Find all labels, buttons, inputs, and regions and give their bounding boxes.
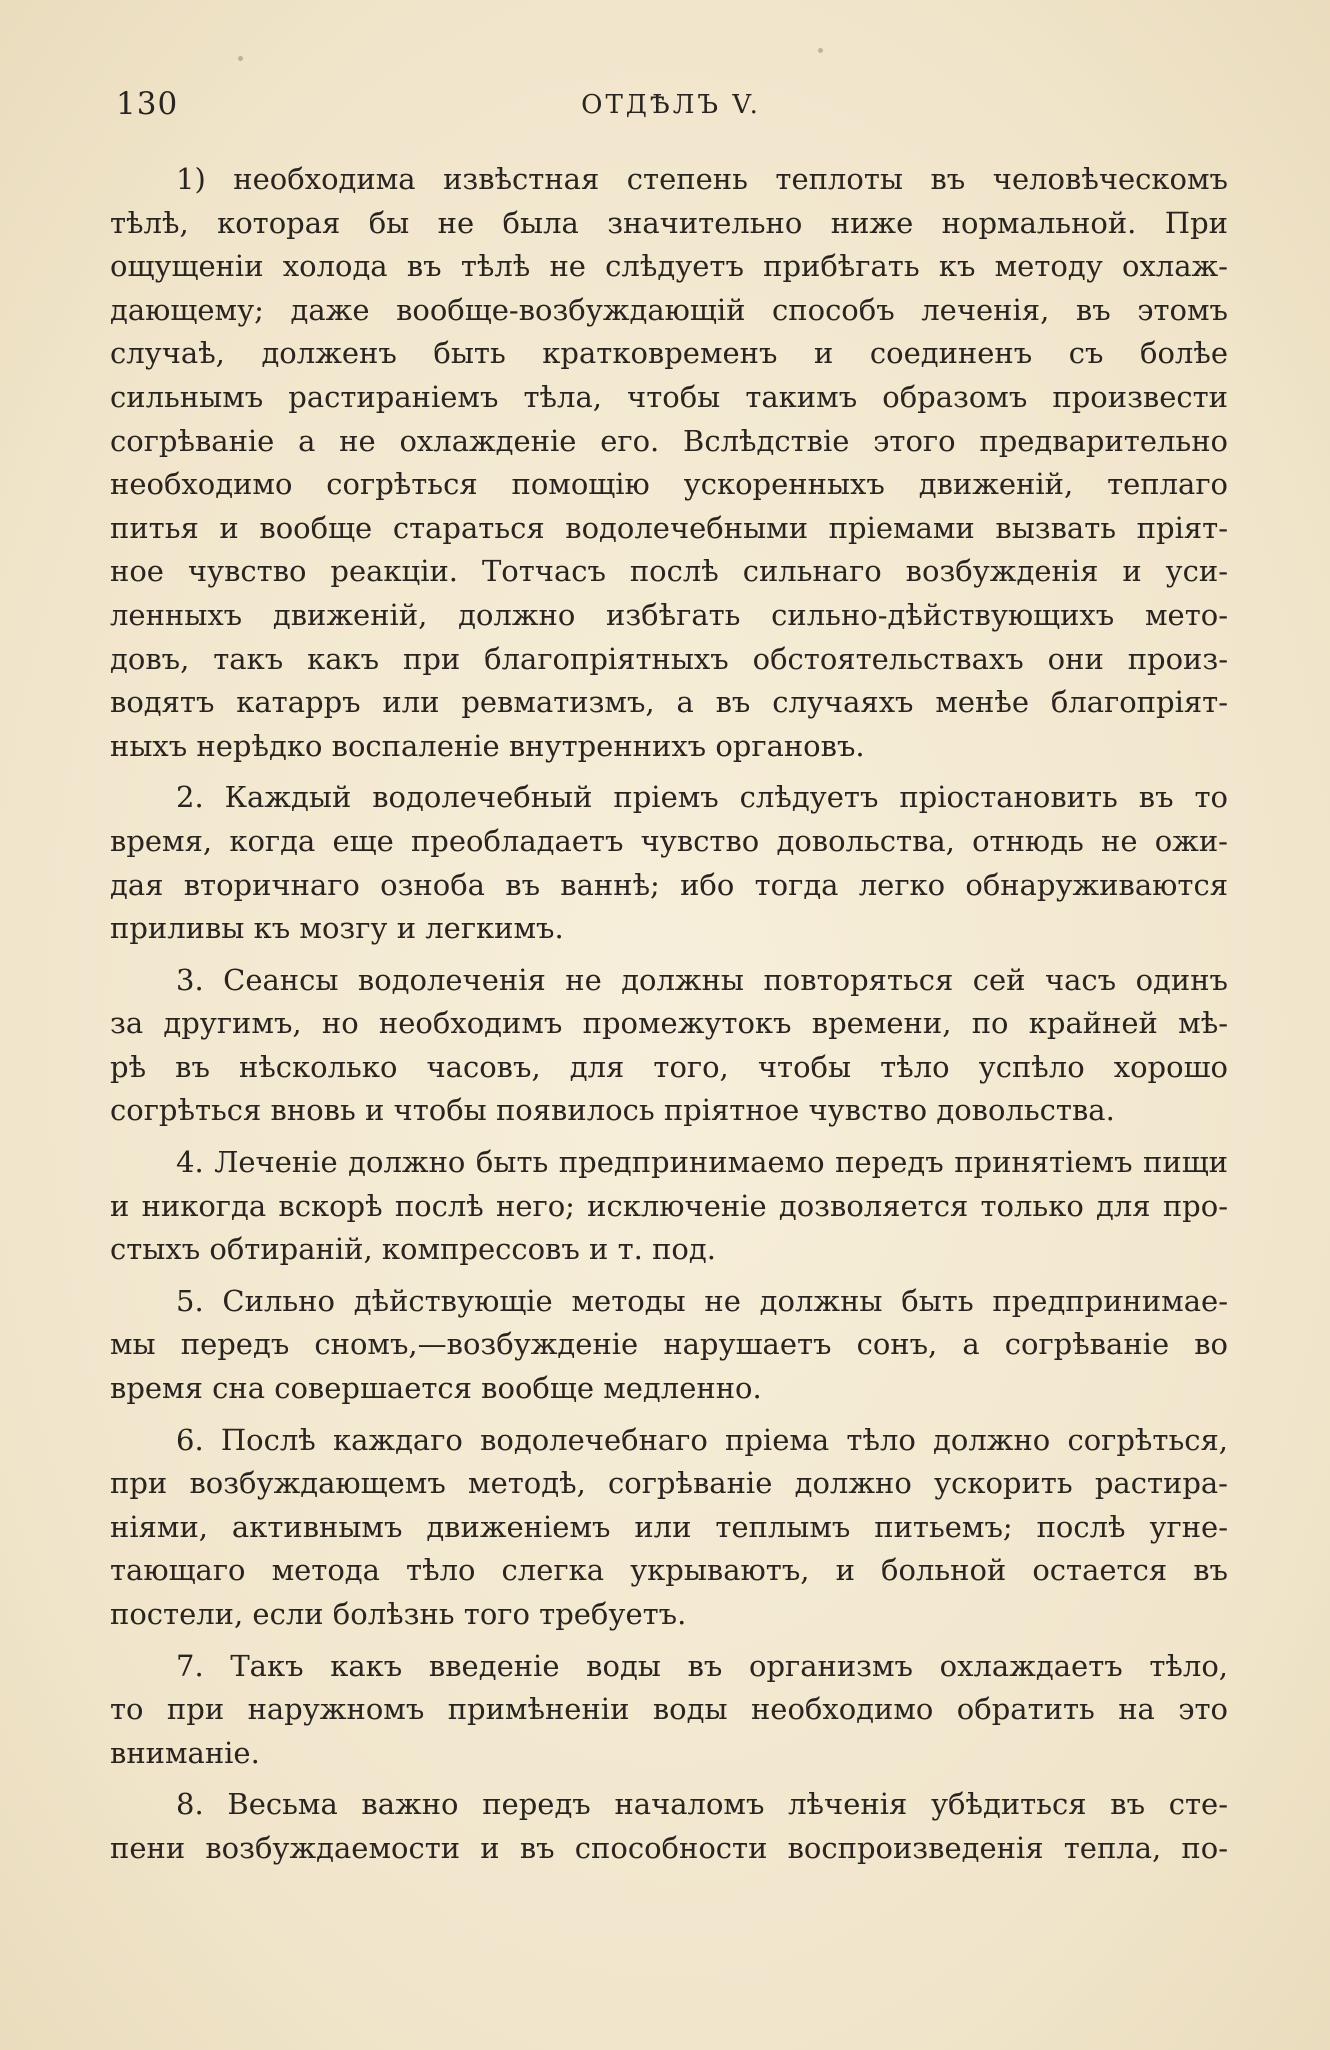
paragraph-gap	[110, 1775, 1228, 1783]
text-line: время сна совершается вообще медленно.	[110, 1371, 762, 1406]
text-line: питья и вообще стараться водолечебными пріемами вызвать пріят-	[110, 510, 1228, 545]
paragraph-gap	[110, 1133, 1228, 1141]
text-line: случаѣ, долженъ быть кратковременъ и соединенъ съ болѣе	[110, 336, 1228, 371]
text-line: ощущеніи холода въ тѣлѣ не слѣдуетъ прибѣгать къ методу охлаж-	[110, 249, 1228, 284]
paragraph	[110, 959, 1228, 1133]
text-line: мы передъ сномъ,—возбужденіе нарушаетъ сонъ, а согрѣваніе во	[110, 1327, 1228, 1362]
text-line: тѣлѣ, которая бы не была значительно ниже нормальной. При	[110, 205, 1228, 240]
page-header	[112, 82, 1230, 132]
text-line: вниманіе.	[110, 1735, 260, 1770]
text-line: 3. Сеансы водолеченія не должны повторяться сей часъ одинъ	[176, 962, 1228, 997]
text-line: довъ, такъ какъ при благопріятныхъ обстоятельствахъ они произ-	[110, 641, 1228, 676]
text-line: то при наружномъ примѣненіи воды необходимо обратить на это	[110, 1692, 1228, 1727]
text-line: дая вторичнаго озноба въ ваннѣ; ибо тогда легко обнаруживаются	[110, 867, 1228, 902]
paragraph-gap	[110, 768, 1228, 776]
paragraph	[110, 158, 1228, 768]
text-line: при возбуждающемъ методѣ, согрѣваніе должно ускорить растира-	[110, 1466, 1228, 1501]
text-line: время, когда еще преобладаетъ чувство довольства, отнюдь не ожи-	[110, 823, 1228, 858]
paragraph	[110, 1419, 1228, 1637]
page-number: 130	[116, 86, 179, 122]
text-line: 8. Весьма важно передъ началомъ лѣченія убѣдиться въ сте-	[176, 1787, 1228, 1822]
text-line: постели, если болѣзнь того требуетъ.	[110, 1597, 687, 1631]
paragraph	[110, 1783, 1228, 1870]
running-head: ОТДѢЛЪ V.	[581, 90, 761, 120]
text-line: согрѣваніе а не охлажденіе его. Вслѣдствіе этого предварительно	[110, 423, 1228, 458]
paragraph	[110, 1645, 1228, 1776]
paragraph	[110, 776, 1228, 950]
text-line: и никогда вскорѣ послѣ него; исключеніе дозволяется только для про-	[110, 1188, 1228, 1223]
text-line: сильнымъ растираніемъ тѣла, чтобы такимъ образомъ произвести	[110, 379, 1228, 414]
text-line: тающаго метода тѣло слегка укрываютъ, и больной остается въ	[110, 1553, 1228, 1588]
text-line: рѣ въ нѣсколько часовъ, для того, чтобы тѣло успѣло хорошо	[110, 1049, 1228, 1084]
body-text	[110, 158, 1228, 1871]
text-line: ное чувство реакціи. Тотчасъ послѣ сильнаго возбужденія и уси-	[110, 554, 1228, 589]
text-line: 5. Сильно дѣйствующіе методы не должны быть предпринимае-	[176, 1283, 1228, 1318]
paragraph-gap	[110, 1637, 1228, 1645]
paragraph-gap	[110, 1272, 1228, 1280]
text-line: 2. Каждый водолечебный пріемъ слѣдуетъ пріостановить въ то	[176, 780, 1228, 815]
text-line: 1) необходима извѣстная степень теплоты въ человѣческомъ	[176, 162, 1228, 196]
text-line: 6. Послѣ каждаго водолечебнаго пріема тѣло должно согрѣться,	[176, 1422, 1228, 1457]
text-line: согрѣться вновь и чтобы появилось пріятное чувство довольства.	[110, 1093, 1115, 1128]
text-line: ныхъ нерѣдко воспаленіе внутреннихъ органовъ.	[110, 728, 865, 763]
paper-speck	[238, 56, 243, 61]
text-line: ніями, активнымъ движеніемъ или теплымъ питьемъ; послѣ угне-	[110, 1509, 1228, 1544]
text-line: 7. Такъ какъ введеніе воды въ организмъ охлаждаетъ тѣло,	[176, 1648, 1228, 1683]
text-line: 4. Леченіе должно быть предпринимаемо передъ принятіемъ пищи	[176, 1145, 1228, 1180]
text-line: приливы къ мозгу и легкимъ.	[110, 911, 564, 946]
paragraph	[110, 1280, 1228, 1411]
text-line: водятъ катарръ или ревматизмъ, а въ случаяхъ менѣе благопріят-	[110, 685, 1228, 720]
text-line: пени возбуждаемости и въ способности воспроизведенія тепла, по-	[110, 1830, 1228, 1865]
paper-speck	[818, 48, 823, 53]
text-line: необходимо согрѣться помощію ускоренныхъ движеній, теплаго	[110, 467, 1228, 502]
paragraph-gap	[110, 1411, 1228, 1419]
text-line: ленныхъ движеній, должно избѣгать сильно-дѣйствующихъ мето-	[110, 597, 1228, 632]
text-line: стыхъ обтираній, компрессовъ и т. под.	[110, 1232, 716, 1267]
text-line: за другимъ, но необходимъ промежутокъ времени, по крайней мѣ-	[110, 1006, 1228, 1041]
paragraph-gap	[110, 951, 1228, 959]
text-line: дающему; даже вообще-возбуждающій способъ леченія, въ этомъ	[110, 292, 1228, 327]
paragraph	[110, 1141, 1228, 1272]
